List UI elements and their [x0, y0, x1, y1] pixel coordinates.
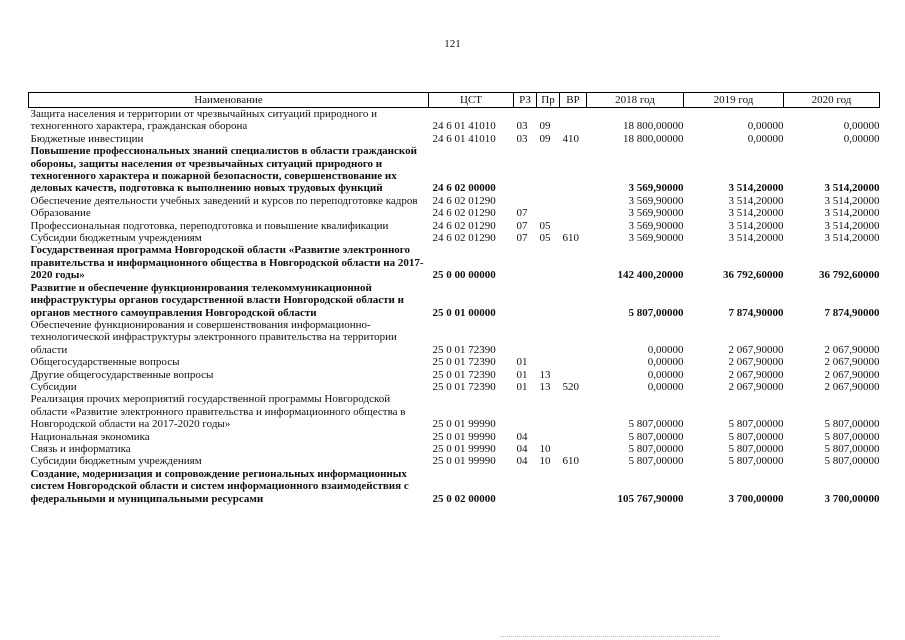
cell-y2020: 0,00000 [843, 120, 880, 133]
cell-y2019: 36 792,60000 [723, 269, 784, 282]
cell-y2018: 0,00000 [647, 343, 684, 356]
table-row [29, 468, 880, 505]
cell-pr: 13 [539, 368, 551, 381]
cell-pr: 05 [539, 232, 551, 245]
cell-cst: 25 0 01 00000 [432, 306, 496, 319]
cell-cst: 25 0 01 72390 [432, 343, 496, 356]
cell-y2019: 3 514,20000 [728, 219, 784, 232]
cell-cst: 24 6 02 00000 [432, 182, 496, 195]
table-row [29, 195, 880, 207]
cell-vr [560, 244, 587, 281]
cell-pr: 09 [539, 120, 551, 133]
cell-y2018: 5 807,00000 [628, 442, 684, 455]
cell-pr [537, 468, 560, 505]
cell-y2018: 3 569,90000 [628, 182, 684, 195]
cell-rz [514, 468, 537, 505]
cell-pr [537, 356, 560, 368]
cell-name: Реализация прочих мероприятий государственной программы Новгородской области «Развитие электронного правительства и информационного общества в Новгородской области на 2017-2020 годы» [30, 393, 406, 431]
table-row [29, 455, 880, 467]
table-row [29, 145, 880, 195]
cell-y2020: 2 067,90000 [824, 380, 880, 393]
table-row [29, 244, 880, 281]
cell-cst: 25 0 01 99990 [432, 418, 496, 431]
cell-pr [537, 244, 560, 281]
cell-y2018: 18 800,00000 [623, 132, 684, 145]
cell-name: Другие общегосударственные вопросы [30, 368, 214, 381]
cell-y2020: 36 792,60000 [819, 269, 880, 282]
cell-y2019: 3 514,20000 [728, 194, 784, 207]
table-row [29, 232, 880, 244]
cell-y2018: 5 807,00000 [628, 306, 684, 319]
cell-pr: 10 [539, 442, 551, 455]
cell-rz: 03 [516, 132, 528, 145]
table-row [29, 369, 880, 381]
cell-rz: 03 [516, 120, 528, 133]
cell-y2020: 5 807,00000 [824, 430, 880, 443]
header-2020: 2020 год [784, 93, 880, 108]
table-row [29, 319, 880, 356]
table-row [29, 282, 880, 319]
cell-y2020: 3 514,20000 [824, 194, 880, 207]
cell-y2020: 3 514,20000 [824, 182, 880, 195]
cell-name: Национальная экономика [30, 430, 150, 443]
cell-y2019: 2 067,90000 [728, 380, 784, 393]
cell-name: Создание, модернизация и сопровождение региональных информационных систем Новгородской области и систем информационного взаимодействия с федеральными и муниципальными ресурсами [30, 467, 409, 505]
cell-cst: 25 0 01 99990 [432, 430, 496, 443]
cell-rz: 07 [516, 232, 528, 245]
cell-vr [560, 145, 587, 195]
cell-y2020: 5 807,00000 [824, 442, 880, 455]
cell-y2018: 0,00000 [647, 356, 684, 369]
cell-rz [514, 195, 537, 207]
cell-y2018: 0,00000 [647, 380, 684, 393]
cell-y2019: 5 807,00000 [728, 442, 784, 455]
budget-table [28, 92, 880, 505]
cell-y2020: 2 067,90000 [824, 343, 880, 356]
header-2018: 2018 год [587, 93, 684, 108]
cell-name: Защита населения и территории от чрезвычайных ситуаций природного и техногенного характера, гражданская оборона [30, 108, 377, 133]
cell-vr [560, 319, 587, 356]
cell-y2018: 3 569,90000 [628, 219, 684, 232]
cell-rz: 04 [516, 455, 528, 468]
cell-vr [560, 443, 587, 455]
cell-pr [537, 319, 560, 356]
cell-y2020: 3 514,20000 [824, 232, 880, 245]
cell-vr [560, 220, 587, 232]
cell-vr: 520 [562, 380, 579, 393]
cell-y2018: 3 569,90000 [628, 207, 684, 220]
cell-y2019: 5 807,00000 [728, 455, 784, 468]
cell-y2018: 105 767,90000 [617, 492, 684, 505]
header-vr: ВР [560, 93, 587, 108]
header-cst: ЦСТ [429, 93, 514, 108]
cell-cst: 24 6 02 01290 [432, 194, 496, 207]
scan-artifact [500, 630, 720, 637]
cell-vr [560, 393, 587, 430]
cell-pr: 10 [539, 455, 551, 468]
cell-name: Бюджетные инвестиции [30, 132, 144, 145]
cell-y2018: 5 807,00000 [628, 455, 684, 468]
cell-name: Связь и информатика [30, 442, 131, 455]
cell-y2018: 3 569,90000 [628, 232, 684, 245]
table-row [29, 443, 880, 455]
table-row [29, 207, 880, 219]
cell-y2020: 5 807,00000 [824, 455, 880, 468]
cell-y2020: 5 807,00000 [824, 418, 880, 431]
page-number: 121 [444, 38, 461, 50]
cell-rz [514, 244, 537, 281]
cell-y2019: 3 700,00000 [728, 492, 784, 505]
cell-pr: 05 [539, 219, 551, 232]
cell-rz: 01 [516, 380, 528, 393]
cell-y2019: 0,00000 [747, 120, 784, 133]
cell-cst: 24 6 02 01290 [432, 219, 496, 232]
table-row [29, 108, 880, 133]
cell-vr [560, 431, 587, 443]
cell-y2019: 5 807,00000 [728, 418, 784, 431]
header-2019: 2019 год [684, 93, 784, 108]
cell-rz [514, 282, 537, 319]
cell-pr [537, 207, 560, 219]
table-header-row [29, 93, 880, 108]
table-row [29, 393, 880, 430]
cell-vr [560, 207, 587, 219]
cell-y2019: 7 874,90000 [728, 306, 784, 319]
cell-cst: 25 0 01 72390 [432, 368, 496, 381]
cell-name: Развитие и обеспечение функционирования телекоммуникационной инфраструктуры органов государственной власти Новгородской области и органов местного самоуправления Новгородской области [30, 281, 404, 319]
cell-y2018: 5 807,00000 [628, 418, 684, 431]
cell-y2019: 2 067,90000 [728, 356, 784, 369]
table-row [29, 133, 880, 145]
cell-vr: 610 [562, 455, 579, 468]
cell-vr [560, 108, 587, 133]
cell-rz: 01 [516, 356, 528, 369]
cell-y2020: 3 514,20000 [824, 207, 880, 220]
cell-y2020: 0,00000 [843, 132, 880, 145]
cell-vr: 610 [562, 232, 579, 245]
cell-y2018: 18 800,00000 [623, 120, 684, 133]
cell-name: Повышение профессиональных знаний специалистов в области гражданской обороны, защиты населения от чрезвычайных ситуаций природного и техногенного характера и пожарной безопасности, совершенствование их деловых качеств, подготовка к выполнению новых трудовых функций [30, 145, 417, 195]
cell-cst: 24 6 01 41010 [432, 132, 496, 145]
cell-pr [537, 195, 560, 207]
cell-name: Обеспечение функционирования и совершенствования информационно- технологической инфраструктуры электронного правительства на территории области [30, 318, 397, 356]
header-name: Наименование [29, 93, 429, 108]
cell-name: Образование [30, 207, 91, 220]
cell-pr: 13 [539, 380, 551, 393]
cell-y2018: 3 569,90000 [628, 194, 684, 207]
cell-cst: 25 0 02 00000 [432, 492, 496, 505]
cell-rz [514, 393, 537, 430]
cell-y2020: 3 700,00000 [824, 492, 880, 505]
cell-name: Государственная программа Новгородской области «Развитие электронного правительства и информационного общества в Новгородской области на 2017-2020 годы» [30, 244, 424, 282]
cell-cst: 24 6 01 41010 [432, 120, 496, 133]
cell-rz: 04 [516, 430, 528, 443]
header-pr: Пр [537, 93, 560, 108]
cell-cst: 25 0 00 00000 [432, 269, 496, 282]
cell-pr [537, 393, 560, 430]
cell-y2020: 3 514,20000 [824, 219, 880, 232]
cell-pr [537, 431, 560, 443]
cell-y2019: 2 067,90000 [728, 368, 784, 381]
cell-cst: 24 6 02 01290 [432, 207, 496, 220]
cell-cst: 25 0 01 72390 [432, 380, 496, 393]
cell-y2020: 7 874,90000 [824, 306, 880, 319]
cell-vr [560, 356, 587, 368]
cell-y2019: 5 807,00000 [728, 430, 784, 443]
cell-cst: 25 0 01 72390 [432, 356, 496, 369]
cell-y2019: 3 514,20000 [728, 207, 784, 220]
cell-vr [560, 468, 587, 505]
table-row [29, 220, 880, 232]
table-row [29, 431, 880, 443]
cell-vr: 410 [562, 132, 579, 145]
cell-rz: 07 [516, 219, 528, 232]
cell-rz [514, 319, 537, 356]
cell-name: Обеспечение деятельности учебных заведений и курсов по переподготовке кадров [30, 194, 418, 207]
cell-vr [560, 369, 587, 381]
cell-y2020: 2 067,90000 [824, 356, 880, 369]
cell-y2018: 5 807,00000 [628, 430, 684, 443]
cell-name: Субсидии бюджетным учреждениям [30, 232, 202, 245]
cell-y2019: 2 067,90000 [728, 343, 784, 356]
cell-cst: 25 0 01 99990 [432, 442, 496, 455]
cell-vr [560, 195, 587, 207]
cell-cst: 24 6 02 01290 [432, 232, 496, 245]
cell-rz: 04 [516, 442, 528, 455]
cell-y2018: 0,00000 [647, 368, 684, 381]
header-rz: РЗ [514, 93, 537, 108]
table-row [29, 381, 880, 393]
cell-y2019: 3 514,20000 [728, 232, 784, 245]
table-row [29, 356, 880, 368]
cell-cst: 25 0 01 99990 [432, 455, 496, 468]
cell-rz: 07 [516, 207, 528, 220]
cell-name: Субсидии [30, 380, 77, 393]
cell-pr: 09 [539, 132, 551, 145]
cell-rz [514, 145, 537, 195]
cell-pr [537, 145, 560, 195]
cell-name: Профессиональная подготовка, переподготовка и повышение квалификации [30, 219, 389, 232]
cell-y2018: 142 400,20000 [617, 269, 684, 282]
cell-name: Субсидии бюджетным учреждениям [30, 455, 202, 468]
cell-name: Общегосударственные вопросы [30, 356, 180, 369]
cell-pr [537, 282, 560, 319]
cell-y2019: 3 514,20000 [728, 182, 784, 195]
cell-vr [560, 282, 587, 319]
cell-y2020: 2 067,90000 [824, 368, 880, 381]
cell-y2019: 0,00000 [747, 132, 784, 145]
cell-rz: 01 [516, 368, 528, 381]
